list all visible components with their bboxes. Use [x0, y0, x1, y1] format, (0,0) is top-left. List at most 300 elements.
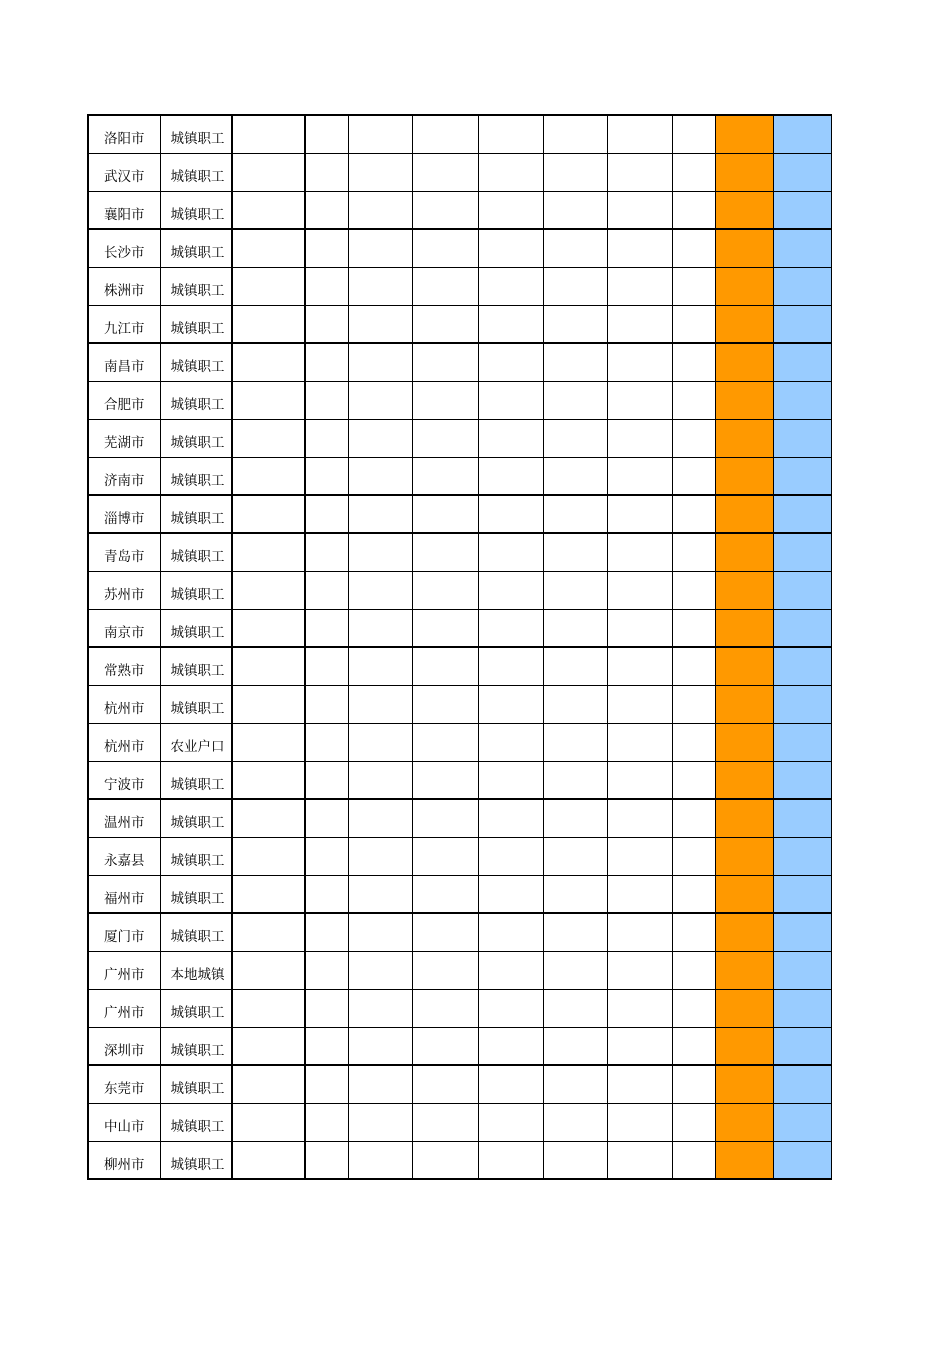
empty-cell[interactable] [478, 609, 543, 647]
empty-cell[interactable] [478, 799, 543, 837]
empty-cell[interactable] [543, 153, 607, 191]
city-cell[interactable]: 株洲市 [88, 267, 160, 305]
type-cell[interactable]: 城镇职工 [160, 837, 232, 875]
empty-cell[interactable] [672, 685, 715, 723]
empty-cell[interactable] [607, 875, 672, 913]
empty-cell[interactable] [305, 343, 348, 381]
orange-cell[interactable] [715, 951, 773, 989]
orange-cell[interactable] [715, 723, 773, 761]
orange-cell[interactable] [715, 609, 773, 647]
empty-cell[interactable] [543, 875, 607, 913]
empty-cell[interactable] [607, 837, 672, 875]
empty-cell[interactable] [348, 1141, 412, 1179]
empty-cell[interactable] [232, 381, 305, 419]
empty-cell[interactable] [412, 1027, 478, 1065]
empty-cell[interactable] [478, 723, 543, 761]
empty-cell[interactable] [305, 533, 348, 571]
empty-cell[interactable] [412, 875, 478, 913]
empty-cell[interactable] [672, 837, 715, 875]
blue-cell[interactable] [773, 571, 831, 609]
empty-cell[interactable] [348, 267, 412, 305]
type-cell[interactable]: 城镇职工 [160, 343, 232, 381]
blue-cell[interactable] [773, 1141, 831, 1179]
empty-cell[interactable] [478, 1141, 543, 1179]
empty-cell[interactable] [672, 267, 715, 305]
empty-cell[interactable] [607, 229, 672, 267]
empty-cell[interactable] [348, 381, 412, 419]
empty-cell[interactable] [543, 685, 607, 723]
blue-cell[interactable] [773, 305, 831, 343]
empty-cell[interactable] [478, 837, 543, 875]
empty-cell[interactable] [232, 1141, 305, 1179]
blue-cell[interactable] [773, 837, 831, 875]
empty-cell[interactable] [478, 457, 543, 495]
blue-cell[interactable] [773, 533, 831, 571]
city-cell[interactable]: 济南市 [88, 457, 160, 495]
empty-cell[interactable] [478, 191, 543, 229]
empty-cell[interactable] [348, 571, 412, 609]
empty-cell[interactable] [305, 647, 348, 685]
empty-cell[interactable] [412, 343, 478, 381]
empty-cell[interactable] [412, 191, 478, 229]
empty-cell[interactable] [412, 799, 478, 837]
blue-cell[interactable] [773, 495, 831, 533]
city-cell[interactable]: 青岛市 [88, 533, 160, 571]
blue-cell[interactable] [773, 381, 831, 419]
empty-cell[interactable] [672, 1065, 715, 1103]
blue-cell[interactable] [773, 1027, 831, 1065]
empty-cell[interactable] [672, 1141, 715, 1179]
empty-cell[interactable] [232, 647, 305, 685]
empty-cell[interactable] [348, 647, 412, 685]
empty-cell[interactable] [305, 419, 348, 457]
empty-cell[interactable] [412, 913, 478, 951]
empty-cell[interactable] [543, 609, 607, 647]
type-cell[interactable]: 城镇职工 [160, 153, 232, 191]
empty-cell[interactable] [672, 381, 715, 419]
type-cell[interactable]: 城镇职工 [160, 1141, 232, 1179]
empty-cell[interactable] [232, 1103, 305, 1141]
empty-cell[interactable] [543, 1065, 607, 1103]
city-cell[interactable]: 常熟市 [88, 647, 160, 685]
empty-cell[interactable] [478, 419, 543, 457]
empty-cell[interactable] [305, 799, 348, 837]
type-cell[interactable]: 城镇职工 [160, 533, 232, 571]
empty-cell[interactable] [607, 419, 672, 457]
blue-cell[interactable] [773, 989, 831, 1027]
empty-cell[interactable] [348, 685, 412, 723]
type-cell[interactable]: 城镇职工 [160, 913, 232, 951]
empty-cell[interactable] [305, 685, 348, 723]
blue-cell[interactable] [773, 685, 831, 723]
orange-cell[interactable] [715, 305, 773, 343]
empty-cell[interactable] [607, 1065, 672, 1103]
orange-cell[interactable] [715, 837, 773, 875]
type-cell[interactable]: 城镇职工 [160, 761, 232, 799]
empty-cell[interactable] [305, 761, 348, 799]
empty-cell[interactable] [672, 723, 715, 761]
empty-cell[interactable] [348, 989, 412, 1027]
empty-cell[interactable] [607, 799, 672, 837]
type-cell[interactable]: 城镇职工 [160, 1027, 232, 1065]
orange-cell[interactable] [715, 191, 773, 229]
empty-cell[interactable] [412, 457, 478, 495]
empty-cell[interactable] [412, 609, 478, 647]
blue-cell[interactable] [773, 115, 831, 153]
empty-cell[interactable] [478, 571, 543, 609]
empty-cell[interactable] [607, 1141, 672, 1179]
empty-cell[interactable] [348, 761, 412, 799]
empty-cell[interactable] [232, 685, 305, 723]
empty-cell[interactable] [607, 343, 672, 381]
empty-cell[interactable] [305, 913, 348, 951]
empty-cell[interactable] [672, 761, 715, 799]
orange-cell[interactable] [715, 229, 773, 267]
city-cell[interactable]: 洛阳市 [88, 115, 160, 153]
orange-cell[interactable] [715, 761, 773, 799]
empty-cell[interactable] [232, 495, 305, 533]
empty-cell[interactable] [305, 609, 348, 647]
empty-cell[interactable] [672, 1103, 715, 1141]
empty-cell[interactable] [607, 989, 672, 1027]
orange-cell[interactable] [715, 343, 773, 381]
city-cell[interactable]: 武汉市 [88, 153, 160, 191]
empty-cell[interactable] [607, 457, 672, 495]
empty-cell[interactable] [607, 761, 672, 799]
blue-cell[interactable] [773, 647, 831, 685]
empty-cell[interactable] [607, 571, 672, 609]
empty-cell[interactable] [412, 381, 478, 419]
orange-cell[interactable] [715, 1065, 773, 1103]
city-cell[interactable]: 深圳市 [88, 1027, 160, 1065]
empty-cell[interactable] [305, 229, 348, 267]
empty-cell[interactable] [305, 191, 348, 229]
empty-cell[interactable] [672, 533, 715, 571]
empty-cell[interactable] [348, 1027, 412, 1065]
empty-cell[interactable] [478, 495, 543, 533]
type-cell[interactable]: 农业户口 [160, 723, 232, 761]
empty-cell[interactable] [543, 381, 607, 419]
empty-cell[interactable] [607, 381, 672, 419]
empty-cell[interactable] [543, 761, 607, 799]
empty-cell[interactable] [478, 1027, 543, 1065]
empty-cell[interactable] [672, 419, 715, 457]
empty-cell[interactable] [412, 1065, 478, 1103]
empty-cell[interactable] [232, 115, 305, 153]
empty-cell[interactable] [305, 115, 348, 153]
empty-cell[interactable] [412, 761, 478, 799]
empty-cell[interactable] [607, 609, 672, 647]
empty-cell[interactable] [232, 571, 305, 609]
empty-cell[interactable] [305, 837, 348, 875]
empty-cell[interactable] [478, 913, 543, 951]
empty-cell[interactable] [607, 191, 672, 229]
empty-cell[interactable] [305, 267, 348, 305]
empty-cell[interactable] [232, 723, 305, 761]
orange-cell[interactable] [715, 267, 773, 305]
empty-cell[interactable] [348, 419, 412, 457]
orange-cell[interactable] [715, 115, 773, 153]
empty-cell[interactable] [305, 875, 348, 913]
city-cell[interactable]: 柳州市 [88, 1141, 160, 1179]
empty-cell[interactable] [478, 989, 543, 1027]
empty-cell[interactable] [232, 837, 305, 875]
empty-cell[interactable] [607, 685, 672, 723]
empty-cell[interactable] [232, 913, 305, 951]
empty-cell[interactable] [543, 989, 607, 1027]
orange-cell[interactable] [715, 913, 773, 951]
orange-cell[interactable] [715, 799, 773, 837]
empty-cell[interactable] [672, 229, 715, 267]
blue-cell[interactable] [773, 1065, 831, 1103]
empty-cell[interactable] [543, 837, 607, 875]
empty-cell[interactable] [348, 153, 412, 191]
type-cell[interactable]: 城镇职工 [160, 495, 232, 533]
empty-cell[interactable] [348, 191, 412, 229]
city-cell[interactable]: 淄博市 [88, 495, 160, 533]
empty-cell[interactable] [348, 229, 412, 267]
empty-cell[interactable] [672, 115, 715, 153]
city-cell[interactable]: 杭州市 [88, 723, 160, 761]
blue-cell[interactable] [773, 153, 831, 191]
empty-cell[interactable] [348, 875, 412, 913]
empty-cell[interactable] [348, 343, 412, 381]
city-cell[interactable]: 南京市 [88, 609, 160, 647]
empty-cell[interactable] [478, 685, 543, 723]
empty-cell[interactable] [672, 571, 715, 609]
orange-cell[interactable] [715, 1027, 773, 1065]
type-cell[interactable]: 城镇职工 [160, 381, 232, 419]
type-cell[interactable]: 本地城镇 [160, 951, 232, 989]
empty-cell[interactable] [232, 191, 305, 229]
empty-cell[interactable] [543, 1103, 607, 1141]
empty-cell[interactable] [412, 647, 478, 685]
empty-cell[interactable] [412, 533, 478, 571]
empty-cell[interactable] [607, 153, 672, 191]
empty-cell[interactable] [232, 419, 305, 457]
empty-cell[interactable] [478, 533, 543, 571]
empty-cell[interactable] [305, 723, 348, 761]
empty-cell[interactable] [232, 533, 305, 571]
empty-cell[interactable] [672, 153, 715, 191]
city-cell[interactable]: 宁波市 [88, 761, 160, 799]
empty-cell[interactable] [305, 1141, 348, 1179]
city-cell[interactable]: 襄阳市 [88, 191, 160, 229]
empty-cell[interactable] [348, 305, 412, 343]
empty-cell[interactable] [672, 191, 715, 229]
city-cell[interactable]: 广州市 [88, 951, 160, 989]
empty-cell[interactable] [607, 533, 672, 571]
city-cell[interactable]: 苏州市 [88, 571, 160, 609]
blue-cell[interactable] [773, 913, 831, 951]
empty-cell[interactable] [478, 875, 543, 913]
empty-cell[interactable] [672, 495, 715, 533]
empty-cell[interactable] [607, 305, 672, 343]
empty-cell[interactable] [478, 229, 543, 267]
empty-cell[interactable] [543, 1141, 607, 1179]
type-cell[interactable]: 城镇职工 [160, 571, 232, 609]
city-cell[interactable]: 南昌市 [88, 343, 160, 381]
type-cell[interactable]: 城镇职工 [160, 1065, 232, 1103]
empty-cell[interactable] [607, 1103, 672, 1141]
type-cell[interactable]: 城镇职工 [160, 875, 232, 913]
empty-cell[interactable] [543, 343, 607, 381]
type-cell[interactable]: 城镇职工 [160, 229, 232, 267]
empty-cell[interactable] [305, 1103, 348, 1141]
empty-cell[interactable] [305, 571, 348, 609]
type-cell[interactable]: 城镇职工 [160, 267, 232, 305]
empty-cell[interactable] [543, 913, 607, 951]
empty-cell[interactable] [543, 305, 607, 343]
empty-cell[interactable] [543, 267, 607, 305]
empty-cell[interactable] [672, 647, 715, 685]
blue-cell[interactable] [773, 457, 831, 495]
empty-cell[interactable] [412, 1141, 478, 1179]
empty-cell[interactable] [543, 533, 607, 571]
empty-cell[interactable] [412, 723, 478, 761]
orange-cell[interactable] [715, 571, 773, 609]
empty-cell[interactable] [348, 609, 412, 647]
empty-cell[interactable] [672, 1027, 715, 1065]
empty-cell[interactable] [607, 267, 672, 305]
empty-cell[interactable] [607, 495, 672, 533]
type-cell[interactable]: 城镇职工 [160, 799, 232, 837]
orange-cell[interactable] [715, 533, 773, 571]
city-cell[interactable]: 长沙市 [88, 229, 160, 267]
type-cell[interactable]: 城镇职工 [160, 305, 232, 343]
empty-cell[interactable] [412, 153, 478, 191]
orange-cell[interactable] [715, 875, 773, 913]
empty-cell[interactable] [305, 153, 348, 191]
empty-cell[interactable] [478, 305, 543, 343]
empty-cell[interactable] [232, 989, 305, 1027]
empty-cell[interactable] [607, 1027, 672, 1065]
orange-cell[interactable] [715, 685, 773, 723]
blue-cell[interactable] [773, 761, 831, 799]
empty-cell[interactable] [672, 305, 715, 343]
blue-cell[interactable] [773, 343, 831, 381]
empty-cell[interactable] [543, 457, 607, 495]
empty-cell[interactable] [607, 951, 672, 989]
city-cell[interactable]: 东莞市 [88, 1065, 160, 1103]
type-cell[interactable]: 城镇职工 [160, 419, 232, 457]
city-cell[interactable]: 广州市 [88, 989, 160, 1027]
empty-cell[interactable] [305, 305, 348, 343]
city-cell[interactable]: 厦门市 [88, 913, 160, 951]
blue-cell[interactable] [773, 229, 831, 267]
city-cell[interactable]: 中山市 [88, 1103, 160, 1141]
empty-cell[interactable] [305, 381, 348, 419]
empty-cell[interactable] [232, 267, 305, 305]
empty-cell[interactable] [232, 153, 305, 191]
orange-cell[interactable] [715, 989, 773, 1027]
empty-cell[interactable] [478, 1065, 543, 1103]
blue-cell[interactable] [773, 609, 831, 647]
empty-cell[interactable] [412, 989, 478, 1027]
blue-cell[interactable] [773, 1103, 831, 1141]
empty-cell[interactable] [478, 343, 543, 381]
blue-cell[interactable] [773, 191, 831, 229]
empty-cell[interactable] [348, 533, 412, 571]
empty-cell[interactable] [478, 761, 543, 799]
empty-cell[interactable] [232, 305, 305, 343]
empty-cell[interactable] [672, 343, 715, 381]
empty-cell[interactable] [412, 115, 478, 153]
empty-cell[interactable] [305, 1027, 348, 1065]
empty-cell[interactable] [543, 191, 607, 229]
empty-cell[interactable] [348, 913, 412, 951]
empty-cell[interactable] [543, 229, 607, 267]
empty-cell[interactable] [232, 229, 305, 267]
city-cell[interactable]: 合肥市 [88, 381, 160, 419]
empty-cell[interactable] [607, 913, 672, 951]
empty-cell[interactable] [412, 267, 478, 305]
empty-cell[interactable] [232, 1027, 305, 1065]
empty-cell[interactable] [672, 609, 715, 647]
empty-cell[interactable] [412, 1103, 478, 1141]
empty-cell[interactable] [478, 153, 543, 191]
empty-cell[interactable] [543, 115, 607, 153]
type-cell[interactable]: 城镇职工 [160, 685, 232, 723]
type-cell[interactable]: 城镇职工 [160, 1103, 232, 1141]
city-cell[interactable]: 温州市 [88, 799, 160, 837]
empty-cell[interactable] [412, 571, 478, 609]
empty-cell[interactable] [412, 419, 478, 457]
orange-cell[interactable] [715, 381, 773, 419]
empty-cell[interactable] [478, 1103, 543, 1141]
city-cell[interactable]: 九江市 [88, 305, 160, 343]
empty-cell[interactable] [412, 495, 478, 533]
orange-cell[interactable] [715, 457, 773, 495]
empty-cell[interactable] [478, 381, 543, 419]
empty-cell[interactable] [543, 1027, 607, 1065]
empty-cell[interactable] [232, 609, 305, 647]
empty-cell[interactable] [305, 1065, 348, 1103]
empty-cell[interactable] [672, 989, 715, 1027]
type-cell[interactable]: 城镇职工 [160, 191, 232, 229]
empty-cell[interactable] [348, 495, 412, 533]
orange-cell[interactable] [715, 153, 773, 191]
empty-cell[interactable] [232, 875, 305, 913]
empty-cell[interactable] [305, 457, 348, 495]
city-cell[interactable]: 永嘉县 [88, 837, 160, 875]
empty-cell[interactable] [672, 799, 715, 837]
type-cell[interactable]: 城镇职工 [160, 647, 232, 685]
empty-cell[interactable] [543, 495, 607, 533]
empty-cell[interactable] [348, 723, 412, 761]
empty-cell[interactable] [348, 115, 412, 153]
type-cell[interactable]: 城镇职工 [160, 609, 232, 647]
empty-cell[interactable] [478, 951, 543, 989]
empty-cell[interactable] [672, 951, 715, 989]
empty-cell[interactable] [348, 457, 412, 495]
empty-cell[interactable] [672, 457, 715, 495]
orange-cell[interactable] [715, 1141, 773, 1179]
blue-cell[interactable] [773, 951, 831, 989]
blue-cell[interactable] [773, 723, 831, 761]
empty-cell[interactable] [672, 875, 715, 913]
empty-cell[interactable] [305, 495, 348, 533]
empty-cell[interactable] [305, 989, 348, 1027]
empty-cell[interactable] [478, 267, 543, 305]
empty-cell[interactable] [412, 951, 478, 989]
empty-cell[interactable] [412, 837, 478, 875]
empty-cell[interactable] [348, 1103, 412, 1141]
empty-cell[interactable] [478, 115, 543, 153]
empty-cell[interactable] [607, 723, 672, 761]
orange-cell[interactable] [715, 647, 773, 685]
empty-cell[interactable] [232, 1065, 305, 1103]
